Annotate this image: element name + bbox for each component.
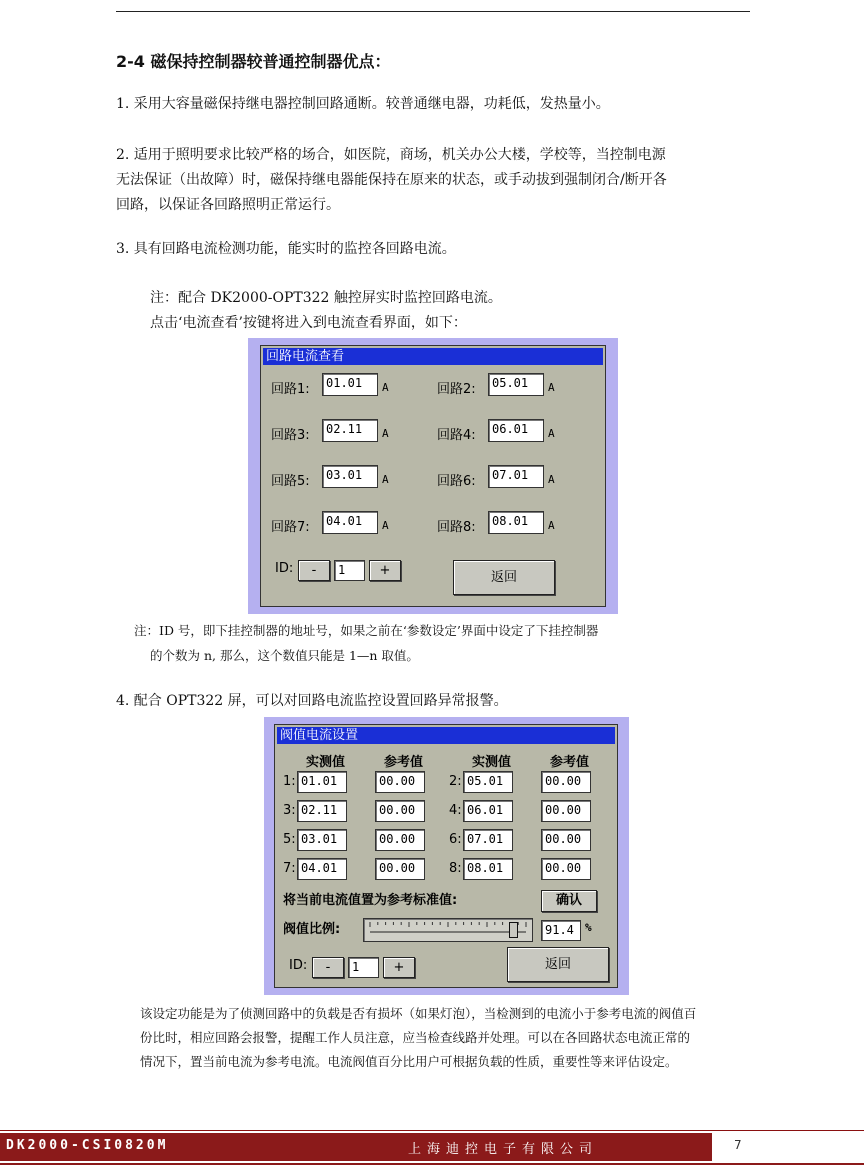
row-8-reference[interactable]: 00.00 xyxy=(541,858,591,880)
loop-2-value: 05.01 xyxy=(488,373,544,396)
row-5-number: 5: xyxy=(283,832,296,847)
screen2-id-label: ID: xyxy=(289,958,308,973)
col-measured-left: 实测值 xyxy=(306,755,346,770)
loop-3-label: 回路3: xyxy=(271,428,310,443)
note-2: 点击‘电流查看’按键将进入到电流查看界面，如下： xyxy=(150,315,467,331)
loop-7-label: 回路7: xyxy=(271,520,310,535)
loop-2-unit: A xyxy=(548,381,555,394)
row-3-number: 3: xyxy=(283,803,296,818)
footer-rule xyxy=(0,1130,864,1131)
loop-1-value: 01.01 xyxy=(322,373,378,396)
footer-model: DK2000-CSI0820M xyxy=(6,1138,169,1153)
row-7-measured: 04.01 xyxy=(297,858,347,880)
col-measured-right: 实测值 xyxy=(472,755,512,770)
page-number: 7 xyxy=(734,1138,742,1152)
row-1-reference[interactable]: 00.00 xyxy=(375,771,425,793)
paragraph-2-line-3: 回路，以保证各回路照明正常运行。 xyxy=(116,197,340,213)
ratio-label: 阀值比例: xyxy=(283,922,341,937)
loop-2-label: 回路2: xyxy=(437,382,476,397)
footer-bar xyxy=(0,1133,864,1161)
threshold-setting-panel xyxy=(274,724,618,988)
row-8-number: 8: xyxy=(449,861,462,876)
col-reference-right: 参考值 xyxy=(550,755,590,770)
row-3-measured: 02.11 xyxy=(297,800,347,822)
row-6-reference[interactable]: 00.00 xyxy=(541,829,591,851)
row-8-measured: 08.01 xyxy=(463,858,513,880)
row-7-number: 7: xyxy=(283,861,296,876)
row-3-reference[interactable]: 00.00 xyxy=(375,800,425,822)
screen2-frame xyxy=(264,717,629,995)
loop-7-unit: A xyxy=(382,519,389,532)
loop-6-label: 回路6: xyxy=(437,474,476,489)
row-5-measured: 03.01 xyxy=(297,829,347,851)
row-4-number: 4: xyxy=(449,803,462,818)
footer-company: 上海迪控电子有限公司 xyxy=(408,1142,599,1157)
description-line-3: 情况下，置当前电流为参考电流。电流阀值百分比用户可根据负载的性质，重要性等来评估设定。 xyxy=(140,1054,678,1069)
row-1-number: 1: xyxy=(283,774,296,789)
paragraph-1: 1. 采用大容量磁保持继电器控制回路通断。较普通继电器，功耗低，发热量小。 xyxy=(116,96,610,112)
loop-1-label: 回路1: xyxy=(271,382,310,397)
slider-ticks xyxy=(364,919,532,941)
screen1-back-button[interactable]: 返回 xyxy=(453,560,555,595)
screen1-frame xyxy=(248,338,618,614)
col-reference-left: 参考值 xyxy=(384,755,424,770)
row-7-reference[interactable]: 00.00 xyxy=(375,858,425,880)
footer-page-box xyxy=(710,1133,864,1161)
loop-6-unit: A xyxy=(548,473,555,486)
slider-thumb[interactable] xyxy=(509,922,518,938)
row-2-number: 2: xyxy=(449,774,462,789)
loop-5-label: 回路5: xyxy=(271,474,310,489)
note-3-line-1: 注：ID 号，即下挂控制器的地址号，如果之前在‘参数设定’界面中设定了下挂控制器 xyxy=(134,623,599,638)
paragraph-2-line-1: 2. 适用于照明要求比较严格的场合，如医院，商场，机关办公大楼，学校等，当控制电源 xyxy=(116,147,666,163)
ratio-value-field[interactable]: 91.4 xyxy=(541,920,581,941)
loop-5-unit: A xyxy=(382,473,389,486)
row-6-measured: 07.01 xyxy=(463,829,513,851)
loop-8-unit: A xyxy=(548,519,555,532)
loop-4-value: 06.01 xyxy=(488,419,544,442)
loop-5-value: 03.01 xyxy=(322,465,378,488)
description-line-1: 该设定功能是为了侦测回路中的负载是否有损坏（如果灯泡），当检测到的电流小于参考电流的阀值百 xyxy=(140,1006,697,1021)
top-rule xyxy=(116,11,750,12)
set-reference-label: 将当前电流值置为参考标准值: xyxy=(283,893,458,908)
loop-6-value: 07.01 xyxy=(488,465,544,488)
loop-3-value: 02.11 xyxy=(322,419,378,442)
ratio-slider[interactable] xyxy=(363,918,533,942)
screen1-id-label: ID: xyxy=(275,561,294,576)
screen1-id-increment-button[interactable]: + xyxy=(369,560,401,581)
current-view-panel xyxy=(260,345,606,607)
description-line-2: 份比时，相应回路会报警，提醒工作人员注意，应当检查线路并处理。可以在各回路状态电流正常的 xyxy=(140,1030,691,1045)
note-3-line-2: 的个数为 n, 那么，这个数值只能是 1—n 取值。 xyxy=(150,648,419,663)
screen2-id-decrement-button[interactable]: - xyxy=(312,957,344,978)
note-1: 注：配合 DK2000-OPT322 触控屏实时监控回路电流。 xyxy=(150,290,502,306)
screen1-id-decrement-button[interactable]: - xyxy=(298,560,330,581)
row-4-reference[interactable]: 00.00 xyxy=(541,800,591,822)
loop-3-unit: A xyxy=(382,427,389,440)
row-2-reference[interactable]: 00.00 xyxy=(541,771,591,793)
section-heading: 2-4 磁保持控制器较普通控制器优点： xyxy=(116,52,391,71)
row-1-measured: 01.01 xyxy=(297,771,347,793)
screen2-id-input[interactable]: 1 xyxy=(348,957,379,978)
loop-7-value: 04.01 xyxy=(322,511,378,534)
footer-bottom-rule xyxy=(0,1163,864,1165)
confirm-button[interactable]: 确认 xyxy=(541,890,597,912)
paragraph-3: 3. 具有回路电流检测功能，能实时的监控各回路电流。 xyxy=(116,241,456,257)
loop-4-label: 回路4: xyxy=(437,428,476,443)
loop-8-label: 回路8: xyxy=(437,520,476,535)
row-2-measured: 05.01 xyxy=(463,771,513,793)
screen2-back-button[interactable]: 返回 xyxy=(507,947,609,982)
loop-8-value: 08.01 xyxy=(488,511,544,534)
loop-1-unit: A xyxy=(382,381,389,394)
loop-4-unit: A xyxy=(548,427,555,440)
screen1-id-input[interactable]: 1 xyxy=(334,560,365,581)
row-4-measured: 06.01 xyxy=(463,800,513,822)
row-6-number: 6: xyxy=(449,832,462,847)
paragraph-2-line-2: 无法保证（出故障）时，磁保持继电器能保持在原来的状态，或手动拔到强制闭合/断开各 xyxy=(116,172,667,188)
ratio-unit: % xyxy=(585,921,592,934)
screen1-title: 回路电流查看 xyxy=(263,348,603,365)
paragraph-4: 4. 配合 OPT322 屏，可以对回路电流监控设置回路异常报警。 xyxy=(116,693,508,709)
row-5-reference[interactable]: 00.00 xyxy=(375,829,425,851)
screen2-title: 阀值电流设置 xyxy=(277,727,615,744)
screen2-id-increment-button[interactable]: + xyxy=(383,957,415,978)
